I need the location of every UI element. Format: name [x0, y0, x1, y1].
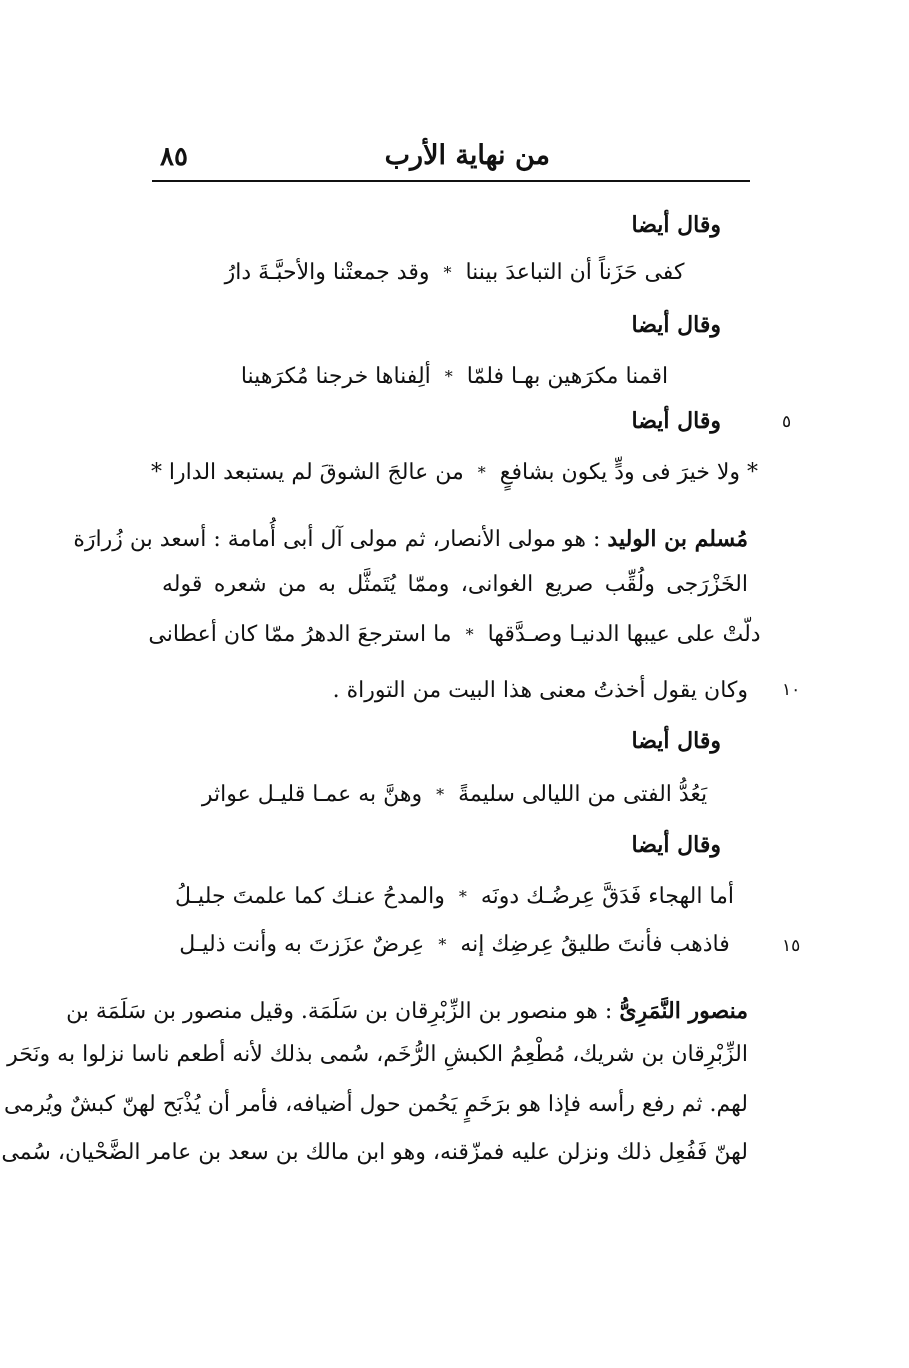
verse-line	[0, 882, 909, 912]
poem-intro: وقال أيضا	[631, 212, 721, 238]
verse-separator: *	[444, 367, 453, 386]
verse-hemistich-first: * ولا خيرَ فى ودٍّ يكون بشافعٍ	[499, 460, 759, 485]
poem-intro: وقال أيضا	[631, 408, 721, 434]
verse-hemistich-first: اقمنا مكرَهين بهـا فلمّا	[466, 364, 669, 389]
prose-line: الزِّبْرِقان بن شريك، مُطْعِمُ الكبشِ الرُّخَم، سُمى بذلك لأنه أطعم ناسا نزلوا به ونَحَر	[7, 1042, 748, 1067]
header-rule	[152, 180, 750, 182]
poem-intro: وقال أيضا	[631, 312, 721, 338]
prose-text: : هو منصور بن الزِّبْرِقان بن سَلَمَة. وقيل منصور بن سَلَمَة بن	[66, 999, 620, 1024]
verse-hemistich-first: فاذهب فأنتَ طليقُ عِرضِك إنه	[460, 932, 730, 957]
margin-line-number-10: ١٠	[782, 680, 801, 700]
verse-separator: *	[436, 785, 445, 804]
verse-separator: *	[458, 887, 467, 906]
prose-line	[66, 996, 748, 1027]
poet-name: مُسلم بن الوليد	[607, 526, 748, 552]
verse-line	[0, 780, 909, 810]
prose-line: لهم. ثم رفع رأسه فإذا هو برَخَمٍ يَحُمن حول أضيافه، فأمر أن يُذْبَح لهنّ كبشٌ ويُرمى	[3, 1092, 748, 1117]
verse-separator: *	[477, 463, 486, 482]
poet-name: منصور النَّمَرِىُّ	[619, 998, 748, 1024]
verse-hemistich-first: أما الهجاء فَدَقَّ عِرضُـك دونَه	[480, 884, 735, 909]
verse-hemistich-first: كفى حَزَناً أن التباعدَ بيننا	[465, 260, 685, 285]
verse-hemistich-first: دلّتْ على عيبها الدنيـا وصـدَّقها	[487, 622, 761, 647]
prose-text: : هو مولى الأنصار، ثم مولى آل أبى أُمامة : أسعد بن زُرارَة	[73, 527, 608, 552]
verse-hemistich-first: يَعُدُّ الفتى من الليالى سليمةً	[458, 782, 708, 807]
margin-line-number-15: ١٥	[782, 936, 801, 956]
verse-hemistich-second: عِرضٌ عزَزتَ به وأنت ذليـل	[179, 932, 425, 957]
verse-separator: *	[443, 263, 452, 282]
verse-hemistich-second: ما استرجعَ الدهرُ ممّا كان أعطانى	[148, 622, 452, 647]
running-title: من نهاية الأرب	[384, 140, 550, 171]
prose-line: لهنّ فَفُعِل ذلك ونزلن عليه فمزّقنه، وهو ابن مالك بن سعد بن عامر الضَّحْيان، سُمى	[1, 1140, 748, 1165]
verse-separator: *	[438, 935, 447, 954]
margin-line-number-5: ٥	[782, 412, 792, 432]
prose-line: وكان يقول أخذتُ معنى هذا البيت من التوراة .	[332, 678, 748, 703]
page-number: ٨٥	[160, 142, 188, 172]
verse-line	[0, 258, 909, 288]
verse-hemistich-second: وهنَّ به عمـا قليـل عواثر	[201, 782, 423, 807]
prose-line	[73, 524, 748, 555]
verse-hemistich-second: من عالجَ الشوقَ لم يستبعد الدارا *	[150, 460, 464, 485]
verse-line	[0, 362, 909, 392]
verse-line	[0, 930, 909, 960]
poem-intro: وقال أيضا	[631, 832, 721, 858]
verse-separator: *	[465, 625, 474, 644]
page-header	[152, 138, 750, 178]
poem-intro: وقال أيضا	[631, 728, 721, 754]
verse-hemistich-second: والمدحُ عنـك كما علمتَ جليـلُ	[174, 884, 445, 909]
verse-line	[0, 458, 909, 488]
prose-line: الخَزْرَجى ولُقِّب صريع الغوانى، وممّا يُتَمثَّل به من شعره قوله	[162, 572, 748, 597]
verse-hemistich-second: ألِفناها خرجنا مُكرَهينا	[240, 364, 431, 389]
verse-hemistich-second: وقد جمعتْنا والأحبَّـةَ دارُ	[224, 260, 430, 285]
verse-line	[0, 620, 909, 650]
